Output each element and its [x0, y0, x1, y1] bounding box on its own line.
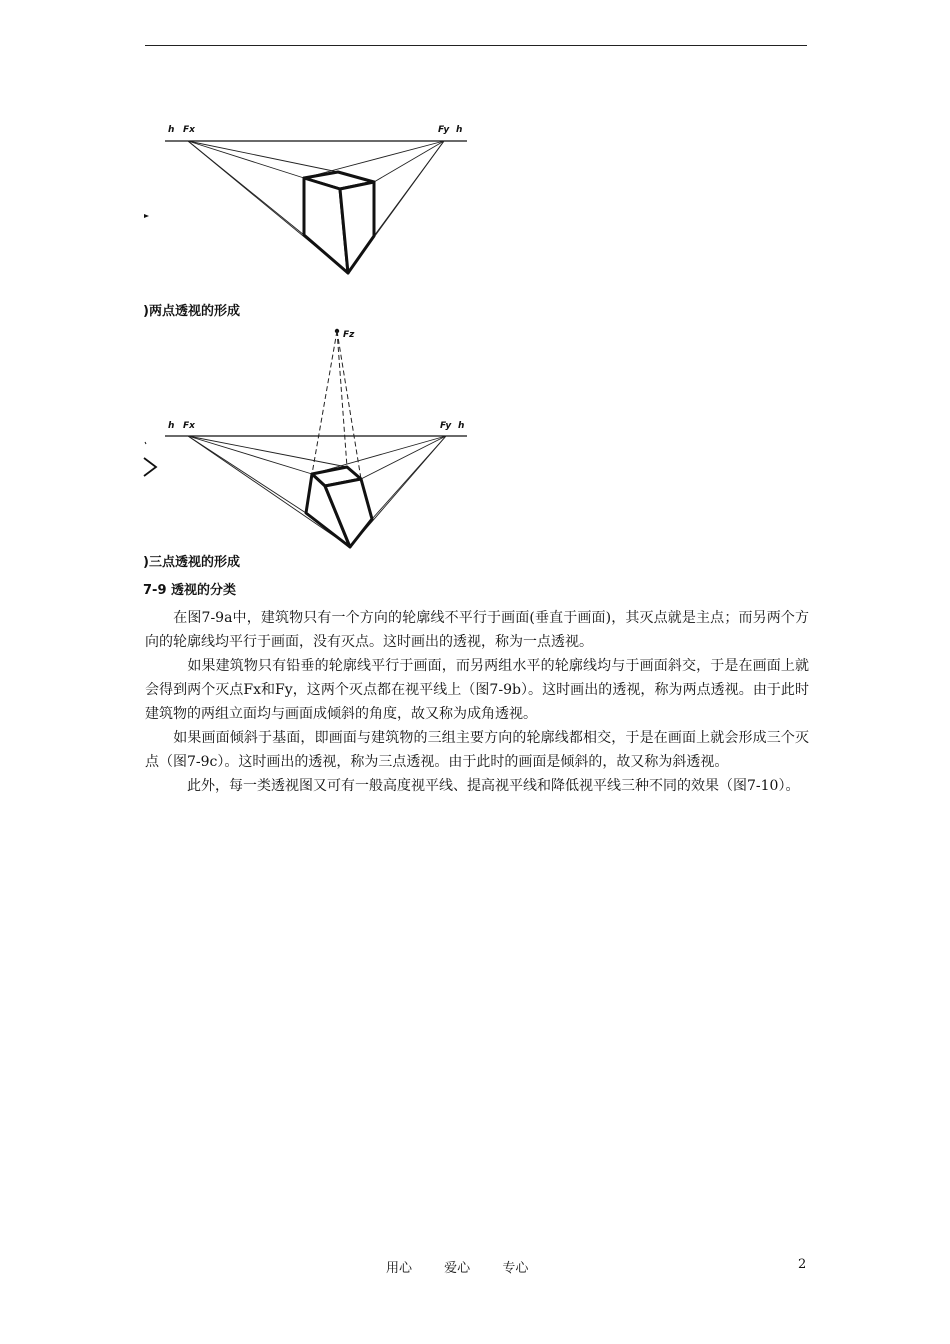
vp-right-label: Fy — [438, 125, 450, 135]
horizon-right-label: h — [456, 125, 463, 135]
figure-b-caption: )两点透视的形成 — [143, 304, 240, 319]
horizon-right-label: h — [458, 421, 465, 431]
footer-motto-3: 专心 — [502, 1261, 529, 1276]
vp-left-label: Fx — [183, 125, 195, 135]
footer-motto-1: 用心 — [386, 1261, 413, 1276]
paragraph: 在图7-9a中，建筑物只有一个方向的轮廓线不平行于画面(垂直于画面)，其灭点就是主点；而另两个方向的轮廓线均平行于画面，没有灭点。这时画出的透视，称为一点透视。 — [145, 610, 809, 650]
paragraph: 如果建筑物只有铅垂的轮廓线平行于画面，而另两组水平的轮廓线均与于画面斜交，于是在画面上就会得到两个灭点Fx和Fy，这两个灭点都在视平线上（图7-9b）。这时画出的透视，称为两点透视。由于此时建筑物的两组立面均与画面成倾斜的角度，故又称为成角透视。 — [145, 658, 809, 722]
horizon-left-label: h — [168, 125, 175, 135]
vertical-convergence-lines — [312, 331, 361, 479]
body-text — [145, 606, 809, 798]
figure-main-caption: 7-9 透视的分类 — [143, 583, 237, 598]
margin-tick — [145, 442, 146, 444]
vp-top-label: Fz — [343, 330, 355, 340]
paragraph: 此外，每一类透视图又可有一般高度视平线、提高视平线和降低视平线三种不同的效果（图7-10）。 — [145, 778, 800, 794]
vp-right-label: Fy — [440, 421, 452, 431]
footer-motto-2: 爱心 — [444, 1261, 471, 1276]
box-solid — [306, 467, 372, 547]
figure-c-caption: )三点透视的形成 — [143, 555, 240, 570]
paragraph: 如果画面倾斜于基面，即画面与建筑物的三组主要方向的轮廓线都相交，于是在画面上就会形成三个灭点（图7-9c）。这时画出的透视，称为三点透视。由于此时的画面是倾斜的，故又称为斜透视。 — [145, 730, 809, 770]
header-rule — [145, 45, 807, 46]
vp-left-label: Fx — [183, 421, 195, 431]
two-point-perspective-figure — [140, 118, 480, 290]
footer-motto — [386, 1257, 556, 1276]
box-solid — [304, 172, 374, 273]
page-number: 2 — [798, 1257, 807, 1272]
three-point-perspective-figure — [140, 322, 480, 550]
margin-mark — [144, 214, 149, 218]
margin-mark — [144, 458, 156, 476]
horizon-left-label: h — [168, 421, 175, 431]
